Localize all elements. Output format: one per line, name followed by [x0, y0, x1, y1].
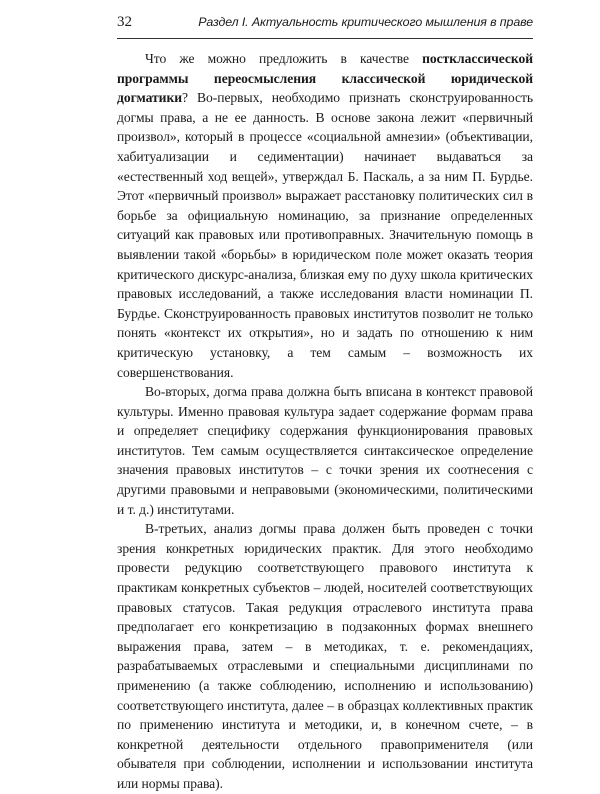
paragraph-1-bold-term: постклассической программы переосмысления классической юридической догматики [117, 51, 533, 106]
body-text [117, 49, 533, 794]
paragraph-1-lead: Что же можно предложить в качестве [145, 51, 423, 66]
running-title: Раздел I. Актуальность критического мышления в праве [198, 15, 533, 29]
paragraph-2: Во-вторых, догма права должна быть вписана в контекст правовой культуры. Именно правовая культура задает содержание формам права и определяет специфику содержания функционирования правовых институтов. Тем самым осуществляется синтаксическое определение значения правовых институтов – с точки зрения их соотнесения с другими правовыми и неправовыми (экономическими, политическими и т. д.) институтами. [117, 384, 533, 517]
paragraph-1-rest: ? Во-первых, необходимо признать сконструированность догмы права, а не ее данность. В основе закона лежит «первичный произвол», который в процессе «социальной амнезии» (объективации, хабитуализации и седиментации) начинает выдаваться за «естественный ход вещей», утверждал Б. Паскаль, а за ним П. Бурдье. Этот «первичный произвол» выражает расстановку политических сил в борьбе за официальную номинацию, за признание определенных ситуаций как правовых или противоправных. Значительную помощь в выявлении такой «борьбы» в юридическом поле может оказать теория критического дискурс-анализа, близкая ему по духу школа критических правовых исследований, а также исследования власти номинации П. Бурдье. Сконструированность правовых институтов позволит не только понять «контекст их открытия», но и задать по отношению к ним критическую установку, а тем самым – возможность их совершенствования. [117, 90, 533, 380]
page-header [117, 12, 533, 34]
header-divider [117, 38, 533, 39]
paragraph-1 [117, 49, 533, 382]
paragraph-3: В-третьих, анализ догмы права должен быть проведен с точки зрения конкретных юридических практик. Для этого необходимо провести редукцию соответствующего правового института к практикам конкретных субъектов – людей, носителей соответствующих правовых статусов. Такая редукция отраслевого института права предполагает его конкретизацию в подзаконных формах внешнего выражения права, затем – в методиках, т. е. рекомендациях, разрабатываемых отраслевыми и специальными дисциплинами по применению (а также соблюдению, исполнению и использованию) соответствующего института, далее – в образцах коллективных практик по применению института и методики, и, в конечном счете, – в конкретной деятельности отдельного правоприменителя (или обывателя при соблюдении, исполнении и использовании института или нормы права). [117, 521, 533, 791]
page-number: 32 [117, 14, 132, 30]
